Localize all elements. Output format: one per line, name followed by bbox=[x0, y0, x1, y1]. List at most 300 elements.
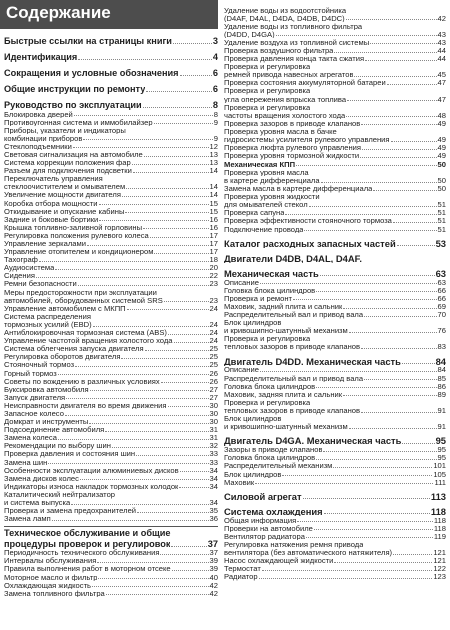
toc-entry[interactable] bbox=[224, 79, 446, 87]
toc-entry[interactable] bbox=[4, 369, 218, 377]
dot-leader bbox=[397, 245, 435, 246]
toc-page-number: 22 bbox=[209, 271, 218, 281]
toc-entry[interactable] bbox=[4, 150, 218, 158]
dot-leader bbox=[145, 350, 209, 351]
toc-entry[interactable] bbox=[4, 581, 218, 589]
dot-leader bbox=[303, 498, 430, 499]
toc-entry[interactable] bbox=[224, 524, 446, 532]
toc-entry-title: Блок цилиндров bbox=[224, 415, 282, 423]
dot-leader bbox=[150, 237, 209, 238]
toc-entry-title: Техническое обслуживание и общие bbox=[4, 528, 171, 538]
toc-entry-title: Проверки на автомобиле bbox=[224, 524, 313, 533]
toc-entry[interactable] bbox=[224, 209, 446, 217]
dot-leader bbox=[285, 214, 436, 215]
dot-leader bbox=[346, 116, 436, 117]
toc-entry-title: Блок цилиндров bbox=[224, 319, 282, 327]
dot-leader bbox=[393, 222, 437, 223]
toc-entry-title: Распределительный механизм bbox=[224, 462, 333, 470]
toc-entry[interactable] bbox=[224, 225, 446, 233]
toc-page-number: 15 bbox=[209, 206, 218, 216]
toc-entry-title: Переключатель управления bbox=[4, 175, 103, 183]
dot-leader bbox=[133, 172, 209, 173]
toc-entry[interactable] bbox=[4, 312, 218, 320]
dot-leader bbox=[92, 586, 209, 587]
toc-page-number: 15 bbox=[209, 198, 218, 208]
toc-entry[interactable] bbox=[224, 22, 446, 30]
toc-entry[interactable] bbox=[4, 458, 218, 466]
dot-leader bbox=[365, 60, 436, 61]
toc-entry[interactable] bbox=[4, 345, 218, 353]
toc-entry[interactable] bbox=[4, 223, 218, 231]
toc-entry[interactable] bbox=[4, 110, 218, 118]
toc-entry[interactable] bbox=[4, 159, 218, 167]
toc-entry[interactable] bbox=[4, 118, 218, 126]
toc-entry[interactable] bbox=[224, 71, 446, 79]
toc-entry[interactable] bbox=[4, 256, 218, 264]
toc-entry-title: Рекомендации по выбору шин bbox=[4, 442, 111, 450]
toc-page-number: 85 bbox=[437, 373, 446, 383]
toc-section[interactable] bbox=[224, 267, 446, 278]
toc-entry[interactable] bbox=[224, 55, 446, 63]
toc-page-number: 39 bbox=[209, 556, 218, 566]
dot-leader bbox=[306, 537, 433, 538]
toc-entry[interactable] bbox=[4, 385, 218, 393]
toc-entry[interactable] bbox=[224, 160, 446, 169]
toc-entry-title: Замена шин bbox=[4, 458, 48, 467]
toc-entry-title: Проверка давления конца такта сжатия bbox=[224, 55, 365, 63]
toc-entry-title: частоты вращения холостого хода bbox=[224, 111, 346, 120]
dot-leader bbox=[174, 342, 209, 343]
dot-leader bbox=[316, 387, 436, 388]
dot-leader bbox=[402, 443, 434, 444]
toc-entry[interactable] bbox=[4, 450, 218, 458]
toc-entry[interactable] bbox=[4, 549, 218, 557]
toc-entry[interactable] bbox=[4, 393, 218, 401]
toc-entry-title: Насос охлаждающей жидкости bbox=[224, 557, 334, 565]
toc-entry[interactable] bbox=[224, 119, 446, 127]
toc-entry[interactable] bbox=[224, 136, 446, 144]
toc-entry[interactable] bbox=[224, 390, 446, 398]
toc-entry-title: Сидения bbox=[4, 272, 35, 280]
dot-leader bbox=[48, 463, 208, 464]
toc-page-number: 122 bbox=[433, 564, 446, 574]
toc-page-number: 50 bbox=[437, 159, 446, 169]
toc-page-number: 18 bbox=[209, 255, 218, 265]
dot-leader bbox=[354, 76, 436, 77]
toc-entry-title: Удаление воды из топливного фильтра bbox=[224, 22, 363, 31]
toc-entry[interactable] bbox=[224, 168, 446, 176]
toc-entry[interactable] bbox=[4, 337, 218, 345]
toc-page-number: 95 bbox=[437, 453, 446, 463]
toc-entry-title: Руководство по эксплуатации bbox=[4, 100, 142, 110]
dot-leader bbox=[78, 59, 212, 60]
toc-entry-title: Разъем для подключения подсветки bbox=[4, 167, 132, 175]
toc-section[interactable] bbox=[224, 490, 446, 501]
toc-entry[interactable] bbox=[4, 565, 218, 573]
toc-page-number: 9 bbox=[213, 117, 218, 127]
toc-page-number: 63 bbox=[435, 267, 446, 279]
toc-entry-title: Замена топливного фильтра bbox=[4, 589, 105, 598]
toc-page-number: 34 bbox=[209, 465, 218, 475]
toc-page-number: 84 bbox=[437, 365, 446, 375]
toc-section[interactable] bbox=[224, 505, 446, 516]
dot-leader bbox=[80, 479, 209, 480]
toc-entry[interactable] bbox=[4, 361, 218, 369]
toc-entry-title: автомобилей, оборудованных системой SRS bbox=[4, 296, 163, 305]
toc-entry[interactable] bbox=[224, 103, 446, 111]
toc-entry-title: Проверка зазоров в приводе клапанов bbox=[224, 119, 361, 128]
toc-entry[interactable] bbox=[224, 38, 446, 46]
toc-page-number: 8 bbox=[212, 99, 218, 110]
toc-entry[interactable] bbox=[224, 406, 446, 414]
toc-entry[interactable] bbox=[4, 280, 218, 288]
toc-entry-title: Силовой агрегат bbox=[224, 491, 302, 502]
toc-entry[interactable] bbox=[4, 401, 218, 409]
dot-leader bbox=[334, 52, 436, 53]
dot-leader bbox=[74, 115, 213, 116]
dot-leader bbox=[164, 301, 209, 302]
toc-entry[interactable] bbox=[224, 470, 446, 478]
toc-entry-title: Головка блока цилиндров bbox=[224, 286, 316, 295]
toc-page-number: 49 bbox=[437, 151, 446, 161]
dot-leader bbox=[316, 459, 436, 460]
toc-entry[interactable] bbox=[4, 207, 218, 215]
dot-leader bbox=[260, 283, 437, 284]
toc-entry-title: Сокращения и условные обозначения bbox=[4, 68, 179, 78]
toc-entry-title: комбинации приборов bbox=[4, 134, 83, 143]
toc-page-number: 105 bbox=[433, 469, 446, 479]
dot-leader bbox=[87, 245, 209, 246]
toc-entry[interactable] bbox=[224, 478, 446, 486]
toc-page-number: 118 bbox=[433, 515, 446, 525]
toc-page-number: 33 bbox=[209, 457, 218, 467]
toc-entry[interactable] bbox=[224, 217, 446, 225]
toc-entry-title: Световая сигнализация на автомобиле bbox=[4, 150, 143, 159]
toc-entry-title: Охлаждающая жидкость bbox=[4, 581, 92, 590]
dot-leader bbox=[125, 212, 208, 213]
toc-entry[interactable] bbox=[4, 240, 218, 248]
toc-entry-title: Общая информация bbox=[224, 516, 297, 525]
toc-entry[interactable] bbox=[224, 30, 446, 38]
toc-entry[interactable] bbox=[224, 6, 446, 14]
toc-entry[interactable] bbox=[4, 418, 218, 426]
toc-entry[interactable] bbox=[4, 353, 218, 361]
dot-leader bbox=[314, 529, 433, 530]
toc-section[interactable] bbox=[4, 538, 218, 549]
toc-entry-title: Моторное масло и фильтр bbox=[4, 573, 98, 582]
toc-entry[interactable] bbox=[4, 272, 218, 280]
toc-entry[interactable] bbox=[4, 442, 218, 450]
toc-entry[interactable] bbox=[224, 446, 446, 454]
dot-leader bbox=[293, 299, 437, 300]
dot-leader bbox=[304, 230, 436, 231]
toc-entry-title: Маховик, задний плита и сальник bbox=[224, 302, 343, 311]
dot-leader bbox=[168, 406, 209, 407]
toc-entry-title: тепловых зазоров в приводе клапанов bbox=[224, 343, 361, 351]
toc-entry[interactable] bbox=[4, 499, 218, 507]
dot-leader bbox=[97, 562, 208, 563]
toc-page-number: 24 bbox=[209, 328, 218, 338]
toc-entry[interactable] bbox=[4, 175, 218, 183]
toc-page-number: 83 bbox=[437, 342, 446, 352]
toc-entry-title: в картере дифференциала bbox=[224, 176, 320, 185]
toc-entry[interactable] bbox=[4, 466, 218, 474]
dot-leader bbox=[260, 371, 437, 372]
toc-entry-title: Удаление воздуха из топливной системы bbox=[224, 38, 370, 47]
toc-page-number: 66 bbox=[437, 285, 446, 295]
toc-section[interactable] bbox=[224, 435, 446, 446]
toc-page-number: 47 bbox=[437, 78, 446, 88]
toc-entry[interactable] bbox=[4, 474, 218, 482]
toc-page-number: 17 bbox=[209, 239, 218, 248]
toc-entry[interactable] bbox=[224, 111, 446, 119]
toc-page-number: 91 bbox=[437, 422, 446, 432]
dot-leader bbox=[309, 206, 437, 207]
toc-entry[interactable] bbox=[224, 516, 446, 524]
dot-leader bbox=[262, 570, 433, 571]
dot-leader bbox=[333, 467, 432, 468]
toc-entry[interactable] bbox=[224, 532, 446, 540]
toc-entry[interactable] bbox=[4, 264, 218, 272]
toc-page-number: 91 bbox=[437, 405, 446, 415]
toc-section[interactable] bbox=[4, 50, 218, 62]
toc-page-number: 40 bbox=[209, 572, 218, 582]
toc-entry[interactable] bbox=[224, 343, 446, 351]
toc-entry[interactable] bbox=[224, 549, 446, 557]
toc-entry-title: Откидывание и опускание кабины bbox=[4, 207, 125, 216]
dot-leader bbox=[255, 483, 433, 484]
toc-entry[interactable] bbox=[224, 415, 446, 423]
toc-entry[interactable] bbox=[4, 589, 218, 597]
toc-entry-title: Интервалы обслуживания bbox=[4, 557, 97, 565]
toc-entry-title: Буксировка автомобиля bbox=[4, 385, 89, 394]
toc-entry[interactable] bbox=[224, 573, 446, 581]
toc-entry[interactable] bbox=[224, 87, 446, 95]
dot-leader bbox=[55, 269, 208, 270]
toc-entry[interactable] bbox=[224, 335, 446, 343]
toc-page-number: 34 bbox=[209, 481, 218, 491]
dot-leader bbox=[172, 570, 209, 571]
toc-entry[interactable] bbox=[224, 63, 446, 71]
toc-page-number: 95 bbox=[435, 435, 446, 447]
toc-entry[interactable] bbox=[224, 366, 446, 374]
toc-entry-title: Описание bbox=[224, 278, 259, 287]
toc-entry-title: и кривошипно-шатунный механизм bbox=[224, 327, 348, 335]
dot-leader bbox=[65, 415, 209, 416]
toc-entry-title: гидросистемы усилителя рулевого управления bbox=[224, 136, 390, 144]
toc-page-number: 121 bbox=[433, 548, 446, 558]
toc-entry[interactable] bbox=[4, 557, 218, 565]
toc-entry[interactable] bbox=[4, 296, 218, 304]
toc-entry-title: Регулировка натяжения ремня привода bbox=[224, 540, 364, 549]
toc-page-number: 48 bbox=[437, 110, 446, 120]
toc-entry-title: Проверка и регулировка bbox=[224, 398, 311, 407]
toc-entry-title: Проверка уровня жидкости bbox=[224, 193, 320, 201]
toc-section[interactable] bbox=[4, 98, 218, 110]
dot-leader bbox=[136, 455, 208, 456]
toc-entry[interactable] bbox=[224, 193, 446, 201]
toc-entry[interactable] bbox=[4, 191, 218, 199]
toc-entry-title: (D4AF, D4AL, D4DA, D4DB, D4DC) bbox=[224, 14, 345, 23]
toc-page-number: 24 bbox=[209, 319, 218, 329]
toc-entry-title: Подключение провода bbox=[224, 225, 304, 234]
toc-entry-title: и система выпуска bbox=[4, 499, 71, 507]
toc-page-number: 84 bbox=[435, 355, 446, 367]
toc-page-number: 44 bbox=[437, 54, 446, 64]
toc-page-number: 49 bbox=[437, 118, 446, 128]
toc-entry[interactable] bbox=[4, 134, 218, 142]
toc-entry-title: Быстрые ссылки на страницы книги bbox=[4, 36, 172, 46]
toc-entry[interactable] bbox=[4, 490, 218, 498]
toc-entry[interactable] bbox=[224, 201, 446, 209]
toc-section[interactable] bbox=[4, 66, 218, 78]
toc-entry[interactable] bbox=[224, 14, 446, 22]
toc-entry-title: Тахограф bbox=[4, 256, 38, 264]
toc-entry[interactable] bbox=[224, 185, 446, 193]
toc-page-number: 50 bbox=[437, 184, 446, 194]
toc-entry[interactable] bbox=[224, 319, 446, 327]
toc-entry-title: Стеклоподъемники bbox=[4, 142, 72, 151]
toc-page-number: 43 bbox=[437, 29, 446, 39]
toc-entry-title: Каталитический нейтрализатор bbox=[4, 490, 116, 499]
toc-entry[interactable] bbox=[224, 278, 446, 286]
toc-page-number: 49 bbox=[437, 135, 446, 144]
toc-page-number: 30 bbox=[209, 400, 218, 410]
dot-leader bbox=[349, 332, 437, 333]
toc-page-number: 25 bbox=[209, 344, 218, 354]
toc-entry-title: Противоугонная система и иммобилайзер bbox=[4, 118, 153, 127]
toc-section[interactable] bbox=[4, 82, 218, 94]
dot-leader bbox=[89, 423, 208, 424]
toc-page-number: 51 bbox=[437, 208, 446, 218]
dot-leader bbox=[126, 188, 208, 189]
toc-entry[interactable] bbox=[224, 294, 446, 302]
toc-entry[interactable] bbox=[4, 126, 218, 134]
toc-page-number: 3 bbox=[212, 35, 218, 46]
toc-entry-title: Распределительный вал и привод вала bbox=[224, 374, 364, 383]
toc-entry-title: Крышка топливно-заливной горловины bbox=[4, 223, 143, 232]
toc-entry[interactable] bbox=[224, 95, 446, 103]
toc-entry[interactable] bbox=[4, 482, 218, 490]
dot-leader bbox=[99, 204, 209, 205]
dot-leader bbox=[323, 451, 436, 452]
toc-entry[interactable] bbox=[224, 382, 446, 390]
toc-entry[interactable] bbox=[4, 304, 218, 312]
toc-entry[interactable] bbox=[4, 573, 218, 581]
toc-page-number: 9 bbox=[213, 133, 218, 143]
dot-leader bbox=[39, 261, 209, 262]
toc-entry-title: Двигатель D4GA. Механическая часть bbox=[224, 436, 402, 446]
toc-entry[interactable] bbox=[224, 176, 446, 184]
toc-entry[interactable] bbox=[224, 540, 446, 548]
toc-entry[interactable] bbox=[4, 248, 218, 256]
toc-entry[interactable] bbox=[4, 231, 218, 239]
toc-entry[interactable] bbox=[224, 327, 446, 335]
toc-entry-title: Проверка и регулировка bbox=[224, 87, 311, 96]
dot-leader bbox=[297, 521, 433, 522]
toc-entry[interactable] bbox=[224, 144, 446, 152]
toc-entry[interactable] bbox=[224, 423, 446, 431]
dot-leader bbox=[173, 43, 212, 44]
toc-page-number: 16 bbox=[209, 222, 218, 232]
toc-entry[interactable] bbox=[224, 374, 446, 382]
toc-entry[interactable] bbox=[4, 183, 218, 191]
toc-entry-title: тормозных усилий (EBD) bbox=[4, 320, 92, 329]
toc-entry[interactable] bbox=[4, 515, 218, 523]
dot-leader bbox=[282, 475, 432, 476]
toc-page-number: 37 bbox=[209, 548, 218, 558]
dot-leader bbox=[93, 326, 209, 327]
toc-entry[interactable] bbox=[224, 127, 446, 135]
toc-entry[interactable] bbox=[4, 167, 218, 175]
toc-section[interactable] bbox=[4, 527, 218, 538]
toc-page-number: 31 bbox=[209, 425, 218, 435]
toc-entry[interactable] bbox=[4, 320, 218, 328]
toc-section[interactable] bbox=[224, 252, 446, 263]
toc-entry[interactable] bbox=[4, 288, 218, 296]
page-title: Содержание bbox=[6, 3, 111, 22]
toc-section[interactable] bbox=[224, 355, 446, 366]
toc-entry[interactable] bbox=[224, 311, 446, 319]
toc-entry[interactable] bbox=[224, 557, 446, 565]
toc-entry-title: для омывателей стекол bbox=[224, 201, 308, 209]
toc-entry-title: процедуры проверок и регулировок bbox=[4, 539, 171, 549]
toc-section[interactable] bbox=[4, 34, 218, 46]
dot-leader bbox=[347, 100, 436, 101]
toc-section[interactable] bbox=[224, 237, 446, 248]
toc-entry[interactable] bbox=[4, 329, 218, 337]
toc-entry-title: Увеличение мощности двигателя bbox=[4, 191, 121, 200]
toc-entry[interactable] bbox=[224, 46, 446, 54]
toc-entry-title: тепловых зазоров в приводе клапанов bbox=[224, 406, 361, 415]
toc-entry[interactable] bbox=[224, 462, 446, 470]
toc-page-number: 20 bbox=[209, 263, 218, 273]
toc-entry[interactable] bbox=[4, 377, 218, 385]
toc-page-number: 118 bbox=[433, 523, 446, 533]
dot-leader bbox=[143, 228, 209, 229]
toc-page-number: 42 bbox=[209, 580, 218, 590]
toc-entry-title: Правила выполнения работ в моторном отсеке bbox=[4, 565, 171, 574]
toc-entry-title: Двигатель D4DD. Механическая часть bbox=[224, 356, 401, 366]
toc-page-number: 76 bbox=[437, 326, 446, 336]
toc-entry-title: Маховик, задняя плита и сальник bbox=[224, 390, 343, 399]
toc-entry-title: Индикаторы износа накладок тормозных колодок bbox=[4, 482, 179, 491]
toc-entry[interactable] bbox=[4, 199, 218, 207]
toc-entry[interactable] bbox=[224, 565, 446, 573]
toc-entry-title: Головка блока цилиндров bbox=[224, 454, 316, 462]
toc-entry-title: Горный тормоз bbox=[4, 369, 57, 378]
toc-entry[interactable] bbox=[224, 286, 446, 294]
toc-entry[interactable] bbox=[4, 409, 218, 417]
dot-leader bbox=[99, 220, 208, 221]
dot-leader bbox=[122, 196, 209, 197]
toc-entry[interactable] bbox=[4, 426, 218, 434]
toc-entry[interactable] bbox=[4, 215, 218, 223]
toc-page-number: 42 bbox=[437, 13, 446, 23]
toc-page-number: 14 bbox=[209, 182, 218, 192]
toc-entry[interactable] bbox=[224, 454, 446, 462]
dot-leader bbox=[127, 309, 209, 310]
toc-page-number: 25 bbox=[209, 360, 218, 370]
toc-entry[interactable] bbox=[4, 507, 218, 515]
toc-entry[interactable] bbox=[224, 302, 446, 310]
toc-entry[interactable] bbox=[4, 142, 218, 150]
toc-page-number: 50 bbox=[437, 175, 446, 185]
toc-entry[interactable] bbox=[4, 434, 218, 442]
toc-entry[interactable] bbox=[224, 152, 446, 160]
dot-leader bbox=[320, 275, 435, 276]
toc-entry[interactable] bbox=[224, 398, 446, 406]
